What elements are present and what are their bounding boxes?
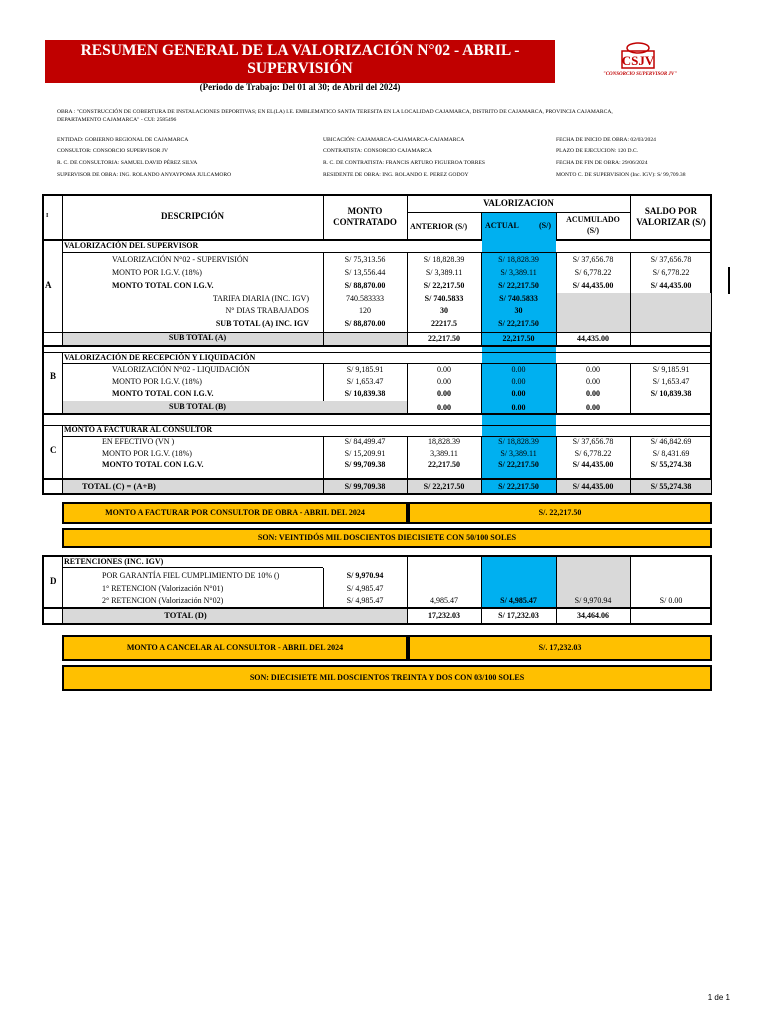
section-d-title: RETENCIONES (INC. IGV) bbox=[64, 557, 164, 566]
tarifa-anterior: S/ 740.5833 bbox=[424, 294, 464, 303]
section-a-row-anterior: S/ 3,389.11 bbox=[425, 268, 463, 277]
section-d-row-saldo: S/ 0.00 bbox=[659, 596, 683, 605]
section-b-row-acumulado: 0.00 bbox=[586, 365, 600, 374]
tarifa-monto: 740.583333 bbox=[346, 294, 384, 303]
total-d-anterior: 17,232.03 bbox=[428, 611, 460, 620]
subtotal-b-actual: 0.00 bbox=[511, 403, 526, 412]
section-a-row-acumulado: S/ 37,656.78 bbox=[572, 255, 614, 264]
section-b-row-actual: 0.00 bbox=[511, 365, 526, 374]
supervisor: SUPERVISOR DE OBRA: ING. ROLANDO ANYAYPOMA JULCAMORO bbox=[57, 172, 232, 178]
col-anterior: ANTERIOR (S/) bbox=[410, 222, 468, 231]
subtotal-igv-desc: SUB TOTAL (A) INC. IGV bbox=[215, 319, 309, 328]
plazo: PLAZO DE EJECUCION: 120 D.C. bbox=[556, 148, 639, 154]
col-monto: MONTO bbox=[347, 206, 383, 216]
total-c-label: TOTAL (C) = (A+B) bbox=[82, 481, 156, 491]
total-d-actual: S/ 17,232.03 bbox=[498, 611, 539, 620]
section-a-row-desc: VALORIZACIÓN N°02 - SUPERVISIÓN bbox=[112, 255, 249, 264]
section-c-row-acumulado: S/ 6,778.22 bbox=[574, 449, 612, 458]
section-c-row-anterior: 3,389.11 bbox=[430, 449, 458, 458]
residente: RESIDENTE DE OBRA: ING. ROLANDO E. PEREZ GODOY bbox=[323, 172, 469, 178]
work-period: (Periodo de Trabajo: Del 01 al 30; de Abril del 2024) bbox=[199, 82, 401, 92]
fecha-fin: FECHA DE FIN DE OBRA: 29/06/2024 bbox=[556, 160, 648, 166]
obra-line-1: OBRA : "CONSTRUCCIÓN DE COBERTURA DE INSTALACIONES DEPORTIVAS; EN EL(LA) I.E. EMBLEMATICO SANTA TERESITA EN LA LOCALIDAD CAJAMARCA, DISTRITO DE CAJAMARCA, PROVINCIA CAJAMARCA, bbox=[57, 109, 613, 115]
col-actual: ACTUAL bbox=[485, 221, 519, 230]
subtotal-b-label: SUB TOTAL (B) bbox=[169, 402, 226, 411]
section-b-row-actual: 0.00 bbox=[511, 377, 526, 386]
entidad: ENTIDAD: GOBIERNO REGIONAL DE CAJAMARCA bbox=[57, 137, 189, 143]
section-c-row-actual: S/ 18,828.39 bbox=[498, 437, 539, 446]
subtotal-igv-actual: S/ 22,217.50 bbox=[498, 319, 539, 328]
subtotal-igv-anterior: 22217.5 bbox=[431, 319, 457, 328]
section-b-row-saldo: S/ 10,839.38 bbox=[650, 389, 692, 398]
section-b-title: VALORIZACIÓN DE RECEPCIÓN Y LIQUIDACIÓN bbox=[64, 353, 256, 362]
col-saldo-1: SALDO POR bbox=[644, 206, 698, 216]
section-b-row-saldo: S/ 1,653.47 bbox=[652, 377, 690, 386]
section-a-row-desc: MONTO POR I.G.V. (18%) bbox=[112, 268, 202, 277]
col-item: I bbox=[46, 213, 49, 219]
section-a-letter: A bbox=[45, 280, 52, 290]
dias-anterior: 30 bbox=[440, 306, 448, 315]
section-c-row-acumulado: S/ 37,656.78 bbox=[572, 437, 614, 446]
section-a-row-monto: S/ 13,556.44 bbox=[344, 268, 386, 277]
title-line-1: RESUMEN GENERAL DE LA VALORIZACIÓN N°02 - ABRIL - bbox=[80, 42, 520, 59]
subtotal-a-acumulado: 44,435.00 bbox=[577, 334, 609, 343]
logo-text: CSJV bbox=[621, 53, 655, 68]
section-c-row-saldo: S/ 55,274.38 bbox=[650, 460, 692, 469]
ubicacion: UBICACIÓN: CAJAMARCA-CAJAMARCA-CAJAMARCA bbox=[323, 137, 465, 143]
section-a-row-acumulado: S/ 6,778.22 bbox=[574, 268, 612, 277]
dias-monto: 120 bbox=[359, 306, 371, 315]
section-d-row-monto: S/ 9,970.94 bbox=[346, 571, 384, 580]
rc-consultoria: R. C. DE CONSULTORIA: SAMUEL DAVID PÉREZ SILVA bbox=[57, 160, 198, 166]
total-c-acumulado: S/ 44,435.00 bbox=[572, 482, 614, 491]
total-d-acumulado: 34,464.06 bbox=[577, 611, 609, 620]
section-c-row-saldo: S/ 46,842.69 bbox=[650, 437, 692, 446]
monto-c: MONTO C. DE SUPERVISION (Inc. IGV): S/ 99,709.38 bbox=[556, 172, 686, 178]
section-c-row-anterior: 22,217.50 bbox=[428, 460, 460, 469]
section-d-row-monto: S/ 4,985.47 bbox=[346, 596, 384, 605]
section-d-row-desc: POR GARANTÍA FIEL CUMPLIMIENTO DE 10% () bbox=[102, 571, 280, 580]
dias-desc: N° DIAS TRABAJADOS bbox=[225, 306, 309, 315]
cancelar-value: S/. 17,232.03 bbox=[408, 635, 712, 661]
contratista: CONTRATISTA: CONSORCIO CAJAMARCA bbox=[323, 148, 432, 154]
section-c-row-monto: S/ 99,709.38 bbox=[344, 460, 386, 469]
title-line-2: SUPERVISIÓN bbox=[247, 60, 353, 77]
factura-son: SON: VEINTIDÓS MIL DOSCIENTOS DIECISIETE CON 50/100 SOLES bbox=[62, 528, 712, 548]
section-a-row-anterior: S/ 18,828.39 bbox=[423, 255, 465, 264]
section-a-row-actual: S/ 3,389.11 bbox=[500, 268, 537, 277]
section-a-row-monto: S/ 88,870.00 bbox=[344, 281, 386, 290]
section-c-title: MONTO A FACTURAR AL CONSULTOR bbox=[64, 425, 213, 434]
subtotal-igv-monto: S/ 88,870.00 bbox=[344, 319, 386, 328]
section-d-row-monto: S/ 4,985.47 bbox=[346, 584, 384, 593]
subtotal-b-anterior: 0.00 bbox=[437, 403, 451, 412]
cancelar-label: MONTO A CANCELAR AL CONSULTOR - ABRIL DEL 2024 bbox=[62, 635, 408, 661]
section-a-row-desc: MONTO TOTAL CON I.G.V. bbox=[112, 281, 214, 290]
subtotal-a-anterior: 22,217.50 bbox=[428, 334, 460, 343]
section-b-row-saldo: S/ 9,185.91 bbox=[652, 365, 690, 374]
text-cursor bbox=[728, 267, 730, 294]
section-b-row-actual: 0.00 bbox=[511, 389, 526, 398]
col-acumulado: ACUMULADO bbox=[566, 215, 620, 224]
section-b-row-acumulado: 0.00 bbox=[586, 377, 600, 386]
subtotal-b-acumulado: 0.00 bbox=[586, 403, 600, 412]
tarifa-actual: S/ 740.5833 bbox=[499, 294, 538, 303]
section-d-row-desc: 2° RETENCION (Valorización N°02) bbox=[102, 596, 224, 605]
section-c-row-desc: MONTO POR I.G.V. (18%) bbox=[102, 449, 192, 458]
subtotal-a-actual: 22,217.50 bbox=[502, 334, 535, 343]
obra-line-2: DEPARTAMENTO CAJAMARCA" - CUI: 2585496 bbox=[57, 117, 177, 123]
section-a-row-monto: S/ 75,313.56 bbox=[344, 255, 386, 264]
rc-contratista: R. C. DE CONTRATISTA: FRANCIS ARTURO FIGUEROA TORRES bbox=[323, 160, 486, 166]
section-b-row-anterior: 0.00 bbox=[437, 365, 451, 374]
section-d-row-acumulado: S/ 9,970.94 bbox=[574, 596, 612, 605]
section-c-letter: C bbox=[50, 445, 57, 455]
consultor: CONSULTOR: CONSORCIO SUPERVISOR JV bbox=[57, 148, 168, 154]
section-b-row-acumulado: 0.00 bbox=[586, 389, 600, 398]
col-contratado: CONTRATADO bbox=[333, 217, 397, 227]
section-b-row-anterior: 0.00 bbox=[437, 389, 451, 398]
section-a-row-acumulado: S/ 44,435.00 bbox=[572, 281, 614, 290]
section-b-row-monto: S/ 9,185.91 bbox=[346, 365, 384, 374]
section-c-row-desc: EN EFECTIVO (VN ) bbox=[102, 437, 175, 446]
section-a-row-saldo: S/ 6,778.22 bbox=[652, 268, 690, 277]
cancelar-son: SON: DIECISIETE MIL DOSCIENTOS TREINTA Y DOS CON 03/100 SOLES bbox=[62, 665, 712, 691]
report-title bbox=[45, 40, 555, 83]
section-c-row-monto: S/ 15,209.91 bbox=[344, 449, 386, 458]
logo-caption: "CONSORCIO SUPERVISOR JV" bbox=[602, 72, 678, 77]
col-saldo-2: VALORIZAR (S/) bbox=[636, 217, 706, 227]
section-b-row-desc: VALORIZACIÓN N°02 - LIQUIDACIÓN bbox=[112, 365, 250, 374]
section-b-letter: B bbox=[50, 371, 57, 381]
col-valorizacion: VALORIZACION bbox=[483, 198, 554, 208]
section-c-row-desc: MONTO TOTAL CON I.G.V. bbox=[102, 460, 204, 469]
section-a-row-anterior: S/ 22,217.50 bbox=[423, 281, 465, 290]
col-acumulado-unit: (S/) bbox=[587, 226, 599, 235]
section-a-row-saldo: S/ 44,435.00 bbox=[650, 281, 692, 290]
section-a-row-actual: S/ 22,217.50 bbox=[498, 281, 539, 290]
total-c-saldo: S/ 55,274.38 bbox=[650, 482, 692, 491]
factura-value: S/. 22,217.50 bbox=[408, 502, 712, 524]
subtotal-a-label: SUB TOTAL (A) bbox=[168, 333, 227, 342]
section-b-row-monto: S/ 10,839.38 bbox=[344, 389, 386, 398]
company-logo bbox=[590, 40, 700, 84]
total-c-monto: S/ 99,709.38 bbox=[344, 482, 386, 491]
section-c-row-anterior: 18,828.39 bbox=[428, 437, 460, 446]
dias-actual: 30 bbox=[514, 306, 523, 315]
logo-emblem-icon bbox=[590, 40, 700, 84]
section-d-letter: D bbox=[50, 576, 57, 586]
col-descripcion: DESCRIPCIÓN bbox=[160, 211, 224, 221]
section-b-row-monto: S/ 1,653.47 bbox=[346, 377, 384, 386]
factura-label: MONTO A FACTURAR POR CONSULTOR DE OBRA - ABRIL DEL 2024 bbox=[62, 502, 408, 524]
page-number: 1 de 1 bbox=[707, 993, 730, 1002]
section-c-row-actual: S/ 3,389.11 bbox=[500, 449, 537, 458]
section-b-row-desc: MONTO POR I.G.V. (18%) bbox=[112, 377, 202, 386]
section-c-row-saldo: S/ 8,431.69 bbox=[652, 449, 690, 458]
section-d-row-desc: 1° RETENCION (Valorización N°01) bbox=[102, 584, 224, 593]
section-a-title: VALORIZACIÓN DEL SUPERVISOR bbox=[64, 241, 199, 250]
section-c-row-actual: S/ 22,217.50 bbox=[498, 460, 539, 469]
tarifa-desc: TARIFA DIARIA (INC. IGV) bbox=[212, 294, 309, 303]
section-b-row-anterior: 0.00 bbox=[437, 377, 451, 386]
section-d-row-anterior: 4,985.47 bbox=[430, 596, 458, 605]
section-b-row-desc: MONTO TOTAL CON I.G.V. bbox=[112, 389, 214, 398]
fecha-inicio: FECHA DE INICIO DE OBRA: 02/03/2024 bbox=[556, 137, 656, 143]
section-c-row-monto: S/ 84,499.47 bbox=[344, 437, 386, 446]
total-c-actual: S/ 22,217.50 bbox=[498, 482, 539, 491]
section-c-row-acumulado: S/ 44,435.00 bbox=[572, 460, 614, 469]
col-actual-unit: (S/) bbox=[539, 221, 551, 230]
section-a-row-saldo: S/ 37,656.78 bbox=[650, 255, 692, 264]
total-c-anterior: S/ 22,217.50 bbox=[423, 482, 465, 491]
section-a-row-actual: S/ 18,828.39 bbox=[498, 255, 539, 264]
section-d-row-actual: S/ 4,985.47 bbox=[500, 596, 537, 605]
total-d-label: TOTAL (D) bbox=[164, 610, 207, 620]
